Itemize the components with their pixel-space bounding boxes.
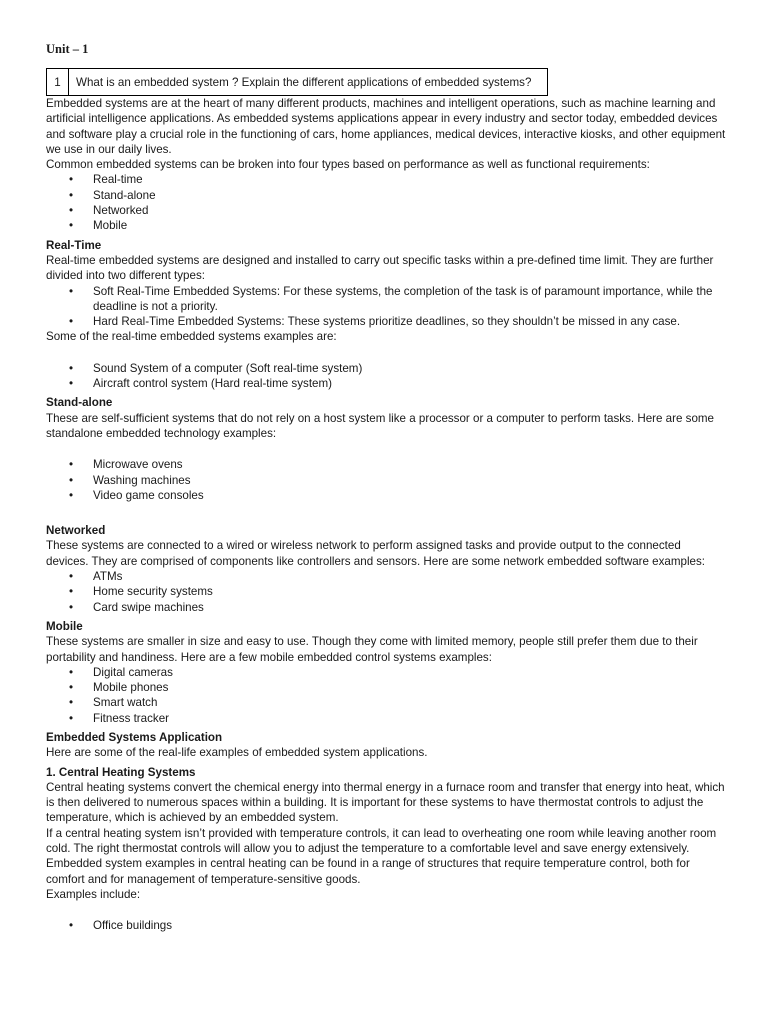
- list-item: • Office buildings: [46, 918, 726, 933]
- standalone-examples: [46, 457, 726, 503]
- list-item: • Networked: [46, 203, 726, 218]
- list-item: • Sound System of a computer (Soft real-time system): [46, 361, 726, 376]
- types-intro: Common embedded systems can be broken into four types based on performance as well as functional requirements:: [46, 158, 650, 172]
- applications-intro: Here are some of the real-life examples of embedded system applications.: [46, 746, 428, 760]
- mobile-heading: Mobile: [46, 619, 83, 633]
- heating-paragraph-2: If a central heating system isn’t provided with temperature controls, it can lead to overheating one room while leaving another room cold. The right thermostat controls will allow you to adjust the temperature to a comfortable level and save energy extensively.: [46, 826, 717, 856]
- list-item: • Hard Real-Time Embedded Systems: These systems prioritize deadlines, so they shouldn’t be missed in any case.: [46, 314, 726, 329]
- unit-title: Unit – 1: [46, 42, 89, 56]
- standalone-text: These are self-sufficient systems that do not rely on a host system like a processor or a computer to perform tasks. Here are some standalone embedded technology examples:: [46, 411, 714, 440]
- list-item: • Soft Real-Time Embedded Systems: For these systems, the completion of the task is of paramount importance, while the deadline is not a priority.: [46, 284, 726, 315]
- mobile-text: These systems are smaller in size and easy to use. Though they come with limited memory, people still prefer them due to their portability and handiness. Here are a few mobile embedded control systems examples:: [46, 635, 698, 664]
- heating-paragraph-1: Central heating systems convert the chemical energy into thermal energy in a furnace room and transfer that energy into heat, which is then delivered to numerous spaces within a building. It is important for these systems to have thermostat controls to adjust the temperature, which is achieved by an embedded system.: [46, 780, 725, 825]
- intro-paragraph: Embedded systems are at the heart of many different products, machines and intelligent operations, such as machine learning and artificial intelligence applications. As embedded systems applications appear in every industry and sector today, embedded devices and software play a crucial role in the functioning of cars, home appliances, medical devices, interactive kiosks, and other equipment we use in our daily lives.: [46, 97, 726, 156]
- list-item: • Digital cameras: [46, 665, 726, 680]
- realtime-subtypes: [46, 284, 726, 330]
- applications-heading: Embedded Systems Application: [46, 730, 223, 744]
- list-item: • Mobile: [46, 218, 726, 233]
- list-item: • Home security systems: [46, 584, 726, 599]
- list-item: • Video game consoles: [46, 488, 726, 503]
- answer-body: [46, 96, 726, 934]
- networked-examples: [46, 569, 726, 615]
- types-list: [46, 172, 726, 233]
- realtime-heading: Real-Time: [46, 238, 102, 252]
- heating-paragraph-3: Embedded system examples in central heating can be found in a range of structures that require temperature control, both for comfort and for management of temperature-sensitive goods.: [46, 857, 690, 886]
- realtime-examples: [46, 361, 726, 392]
- standalone-heading: Stand-alone: [46, 396, 113, 410]
- list-item: • Real-time: [46, 172, 726, 187]
- list-item: • Aircraft control system (Hard real-time system): [46, 376, 726, 391]
- list-item: • Mobile phones: [46, 680, 726, 695]
- list-item: • Microwave ovens: [46, 457, 726, 472]
- list-item: • Smart watch: [46, 695, 726, 710]
- list-item: • Stand-alone: [46, 188, 726, 203]
- mobile-examples: [46, 665, 726, 726]
- list-item: • Washing machines: [46, 473, 726, 488]
- realtime-text: Real-time embedded systems are designed and installed to carry out specific tasks within a pre-defined time limit. They are further divided into two different types:: [46, 253, 714, 283]
- networked-text: These systems are connected to a wired or wireless network to perform assigned tasks and provide output to the connected devices. They are comprised of components like controllers and sensors. Here are some network embedded software examples:: [46, 539, 706, 568]
- list-item: • Card swipe machines: [46, 600, 726, 615]
- heating-heading: 1. Central Heating Systems: [46, 765, 196, 779]
- question-text: What is an embedded system ? Explain the different applications of embedded systems?: [76, 75, 532, 89]
- list-item: • ATMs: [46, 569, 726, 584]
- realtime-examples-intro: Some of the real-time embedded systems examples are:: [46, 330, 337, 344]
- question-number: 1: [47, 69, 69, 95]
- list-item: • Fitness tracker: [46, 711, 726, 726]
- heating-examples: [46, 918, 726, 933]
- networked-heading: Networked: [46, 524, 106, 538]
- heating-examples-intro: Examples include:: [46, 887, 141, 901]
- question-box: [46, 68, 548, 96]
